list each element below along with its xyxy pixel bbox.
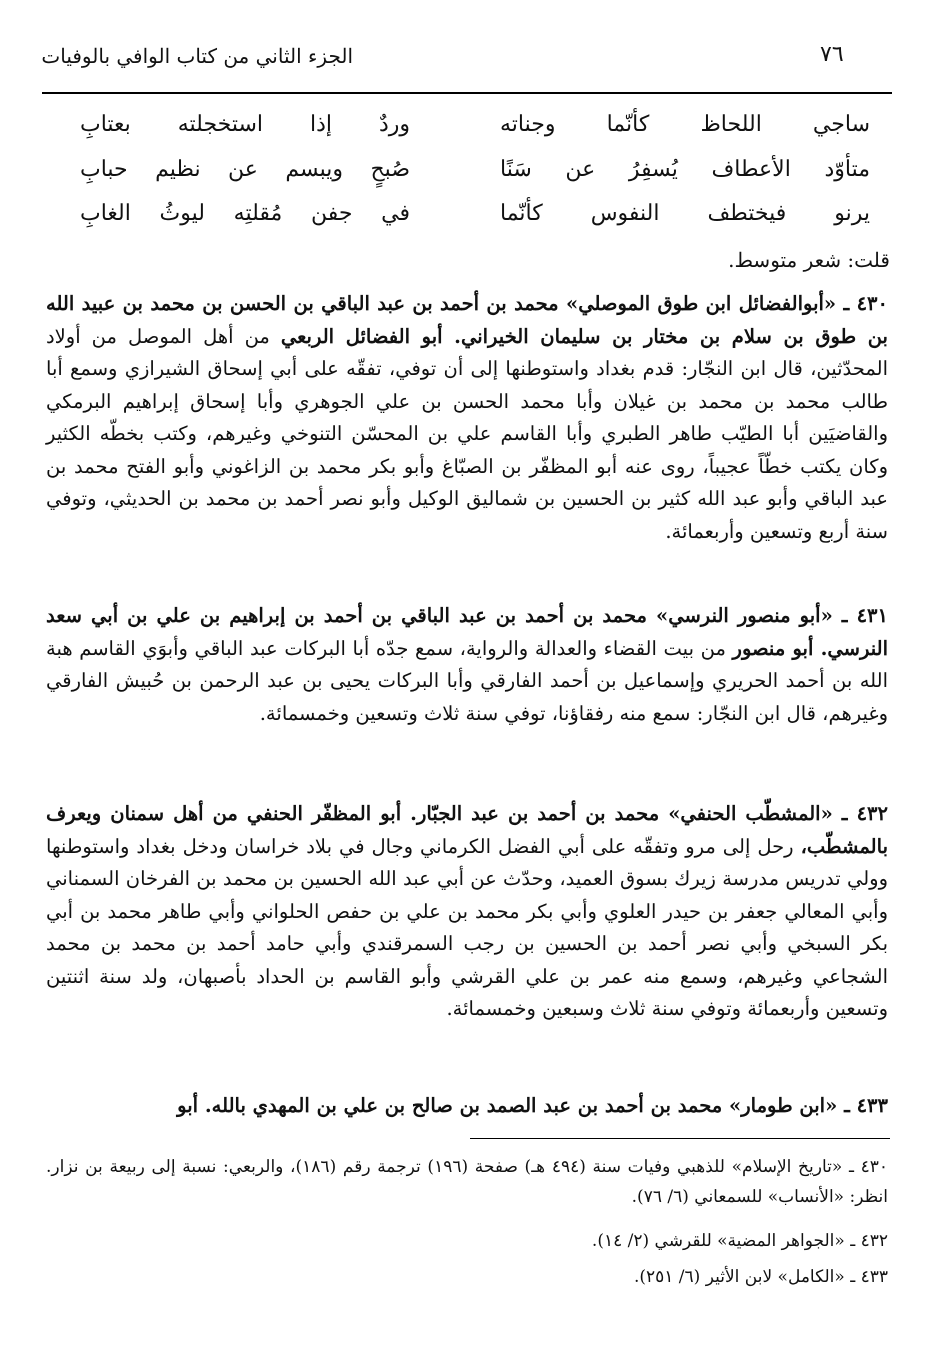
footnote-rule <box>470 1138 890 1139</box>
entry-heading: ٤٣١ ـ «أبو منصور النرسي» محمد بن أحمد بن عبد الباقي بن أحمد بن إبراهيم بن علي بن أبي سعد النرسي. أبو منصور <box>46 604 888 660</box>
verse-line <box>60 157 890 195</box>
verse-first-hemistich: يرنو فيختطف النفوس كأنّما <box>500 201 870 226</box>
biography-entry-433 <box>46 1090 888 1123</box>
verse-line <box>60 112 890 150</box>
entry-heading: ٤٣٣ ـ «ابن طومار» محمد بن أحمد بن عبد الصمد بن صالح بن علي بن المهدي بالله. أبو <box>177 1094 888 1117</box>
biography-entry-432 <box>46 798 888 1026</box>
entry-text: من بيت القضاء والعدالة والرواية، سمع جدّه أبا البركات عبد الباقي وأبوَي القاسم هبة الله بن أحمد الحريري وإسماعيل بن أحمد الفارقي وأبا البركات يحيى بن عبد الرحمن بن حُبيش الفارقي وغيرهم، قال ابن النجّار: سمع منه رفقاؤنا، توفي سنة ثلاث وتسعين وخمسمائة. <box>46 636 888 725</box>
entry-heading: ٤٣٠ ـ «أبوالفضائل ابن طوق الموصلي» محمد بن أحمد بن عبد الباقي بن الحسن بن محمد بن عبيد الله بن طوق بن سلام بن مختار بن سليمان الخيراني. أبو الفضائل الربعي <box>46 292 888 348</box>
footnote: ٤٣٠ ـ «تاريخ الإسلام» للذهبي وفيات سنة (٤٩٤ هـ) صفحة (١٩٦) ترجمة رقم (١٨٦)، والربعي: نسبة إلى ربيعة بن نزار. انظر: «الأنساب» للسمعاني (٦/ ٧٦). <box>46 1157 888 1207</box>
header-rule <box>42 92 892 94</box>
biography-entry-431 <box>46 600 888 730</box>
verse-first-hemistich: متأوّد الأعطاف يُسفِرُ عن سَنًا <box>500 157 870 182</box>
running-header-title: الجزء الثاني من كتاب الوافي بالوفيات <box>41 44 353 68</box>
entry-heading: ٤٣٢ ـ «المشطّب الحنفي» محمد بن أحمد بن عبد الجبّار. أبو المظفّر الحنفي من أهل سمنان ويعرف بالمشطّب، <box>46 802 888 858</box>
verse-second-hemistich: صُبحٍ ويبسم عن نظيم حبابِ <box>80 157 410 182</box>
biography-entry-430 <box>46 288 888 548</box>
entry-text: من أهل الموصل من أولاد المحدّثين، قال ابن النجّار: قدم بغداد واستوطنها إلى أن توفي، تفقّه على أبي إسحاق الشيرازي وسمع أبا طالب محمد بن محمد بن غيلان وأبا محمد الحسن بن علي الجوهري وأبا إسحاق إبراهيم البرمكي والقاضيَين أبا الطيّب طاهر الطبري وأبا القاسم علي بن المحسّن التنوخي وغيرهم، وكتب بخطّه الكثير وكان يكتب خطّاً عجيباً، روى عنه أبو المظفّر بن الصبّاغ وأبو بكر محمد بن الزاغوني وأبو الفتح محمد بن عبد الباقي وأبو عبد الله كثير بن الحسين بن شماليق الوكيل وأبو نصر أحمد بن محمد بن الحديثي، وتوفي سنة أربع وتسعين وأربعمائة. <box>46 324 888 543</box>
verse-line <box>60 201 890 239</box>
verse-second-hemistich: وردٌ إذا استخجلته بعتابِ <box>80 112 410 137</box>
footnote: ٤٣٣ ـ «الكامل» لابن الأثير (٦/ ٢٥١). <box>633 1267 888 1287</box>
page-number: ٧٦ <box>820 42 844 67</box>
footnote: ٤٣٢ ـ «الجواهر المضية» للقرشي (٢/ ١٤). <box>591 1231 888 1251</box>
entry-text: رحل إلى مرو وتفقّه على أبي الفضل الكرماني وجال في بلاد خراسان ودخل بغداد واستوطنها وولي تدريس مدرسة زيرك بسوق العميد، وحدّث عن أبي عبد الله الحسين بن محمد بن الفرخان السمناني وأبي المعالي جعفر بن حيدر العلوي وأبي بكر محمد بن علي بن حفص الحلواني وأبي طاهر محمد بن أبي بكر السبخي وأبي نصر أحمد بن الحسين بن رجب السمرقندي وأبي حامد أحمد بن محمد بن محمد الشجاعي وغيرهم، وسمع منه عمر بن علي القرشي وأبو القاسم بن الحداد بأصبهان، ولد سنة اثنتين وتسعين وأربعمائة وتوفي سنة ثلاث وسبعين وخمسمائة. <box>46 834 888 1020</box>
verse-second-hemistich: في جفن مُقلتِه ليوثُ الغابِ <box>80 201 410 226</box>
verse-first-hemistich: ساجي اللحاظ كأنّما وجناته <box>500 112 870 137</box>
author-comment: قلت: شعر متوسط. <box>728 248 890 272</box>
